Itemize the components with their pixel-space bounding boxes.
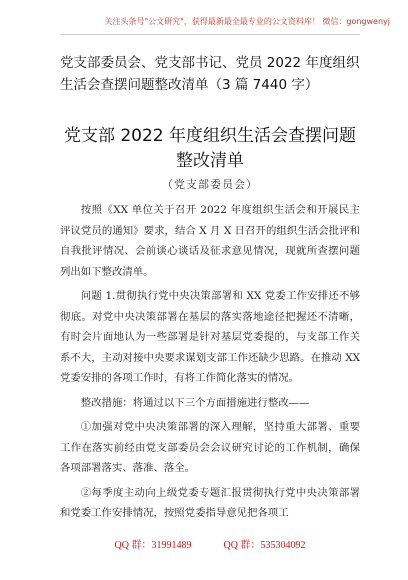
document-body	[60, 200, 360, 528]
page-subtitle: （党支部委员会）	[162, 178, 258, 191]
header-divider	[60, 34, 360, 35]
paragraph-problem-1: 问题 1.贯彻执行党中央决策部署和 XX 党委工作安排还不够彻底。对党中央决策部署在基层的落实落地途径把握还不清晰，有时会片面地认为一些部署是针对基层党委提的，与支部工作关系不大，主动对接中央要求谋划支部工作还缺少思路。在推动 XX 党委安排的各项工作时，有将工作简化落实的情况。	[60, 290, 360, 384]
footer-contact	[60, 536, 360, 551]
paragraph-measure-2: ②每季度主动向上级党委专题汇报贯彻执行党中央决策部署和党委工作安排情况，按照党委指导意见把各项工	[60, 486, 360, 519]
paragraph-intro: 按照《XX 单位关于召开 2022 年度组织生活会和开展民主评议党员的通知》要求，结合 X 月 X 日召开的组织生活会批评和自我批评情况、会前谈心谈话及征求意见情况，现就所查摆问题列出如下整改清单。	[60, 204, 360, 278]
header-banner: 关注头条号"公文研究"，获得最新最全最专业的公文资料库！ 微信：gongwenyj	[104, 17, 390, 26]
paragraph-measure-1: ①加强对党中央决策部署的深入理解，坚持重大部署、重要工作在落实前经由党支部委员会会议研究讨论的工作机制，确保各项部署落实、落准、落全。	[60, 421, 360, 474]
document-header: 党支部委员会、党支部书记、党员 2022 年度组织生活会查摆问题整改清单（3 篇 7440 字）	[60, 55, 360, 93]
footer-qq-group-1: QQ 群：31991489	[114, 540, 192, 551]
paragraph-measures: 整改措施：将通过以下三个方面措施进行整改——	[80, 396, 310, 409]
page-title: 党支部 2022 年度组织生活会查摆问题整改清单	[63, 126, 357, 171]
footer-qq-group-2: QQ 群：535304092	[223, 540, 306, 551]
